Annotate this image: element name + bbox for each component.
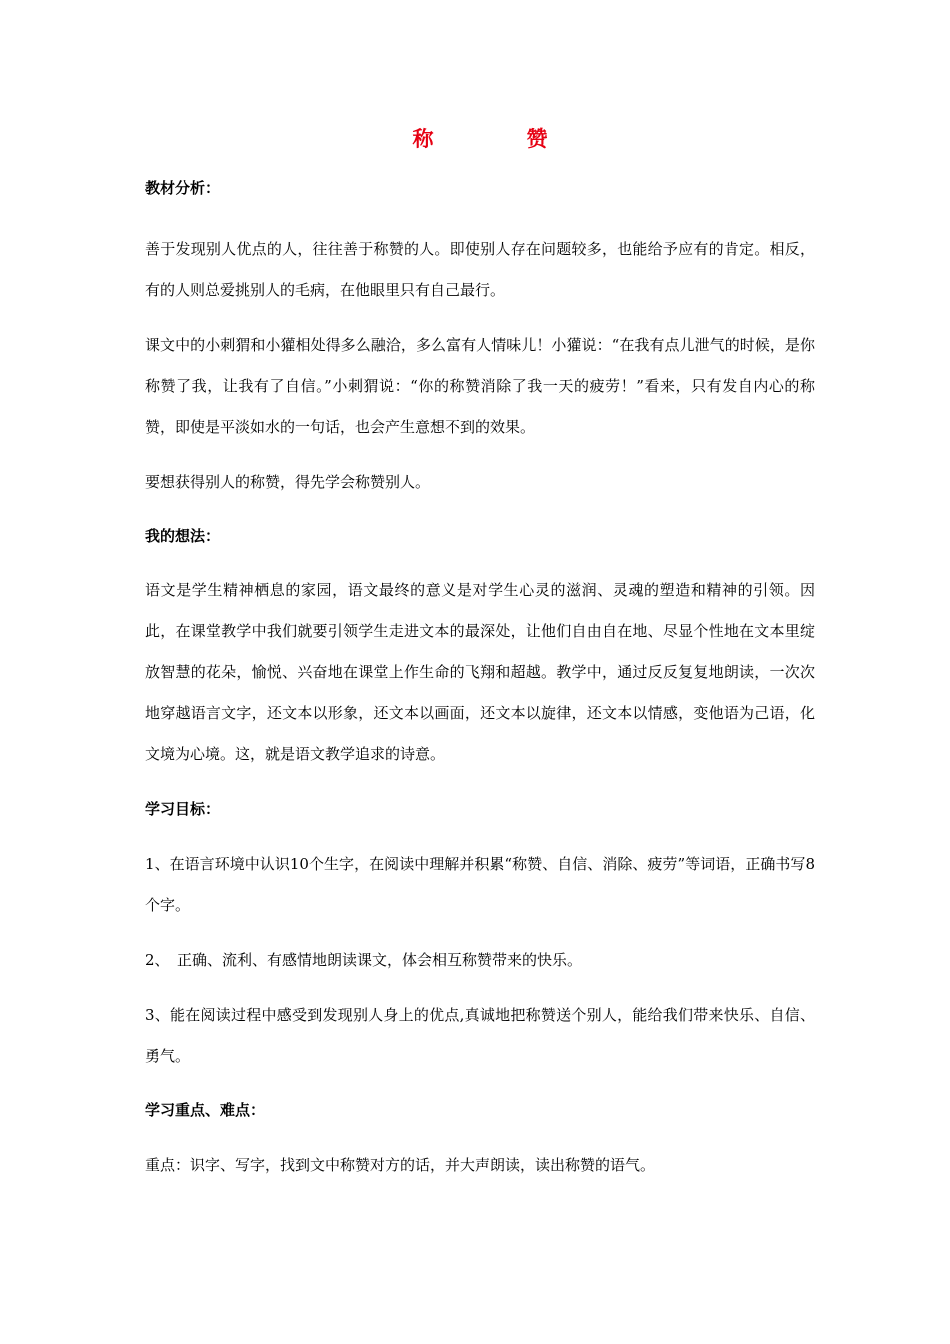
heading-goals: 学习目标： bbox=[145, 800, 221, 818]
analysis-paragraph-2: 课文中的小刺猬和小獾相处得多么融洽，多么富有人情味儿！小獾说：“在我有点儿泄气的时候，是你称赞了我，让我有了自信。”小刺猬说：“你的称赞消除了我一天的疲劳！”看来，只有发自内心的称赞，即使是平淡如水的一句话，也会产生意想不到的效果。 bbox=[145, 336, 815, 436]
goal-item-1: 1、在语言环境中认识10个生字，在阅读中理解并积累“称赞、自信、消除、疲劳”等词语，正确书写8个字。 bbox=[145, 855, 815, 914]
goal-item-2: 2、 正确、流利、有感情地朗读课文，体会相互称赞带来的快乐。 bbox=[145, 951, 583, 969]
document-title: 称 赞 bbox=[412, 126, 584, 151]
heading-thoughts: 我的想法： bbox=[145, 527, 221, 545]
heading-key-points: 学习重点、难点： bbox=[145, 1101, 266, 1119]
analysis-paragraph-1: 善于发现别人优点的人，往往善于称赞的人。即使别人存在问题较多，也能给予应有的肯定。相反，有的人则总爱挑别人的毛病，在他眼里只有自己最行。 bbox=[145, 240, 815, 299]
thoughts-paragraph: 语文是学生精神栖息的家园，语文最终的意义是对学生心灵的滋润、灵魂的塑造和精神的引领。因此，在课堂教学中我们就要引领学生走进文本的最深处，让他们自由自在地、尽显个性地在文本里绽放智慧的花朵，愉悦、兴奋地在课堂上作生命的飞翔和超越。教学中，通过反反复复地朗读，一次次地穿越语言文字，还文本以形象，还文本以画面，还文本以旋律，还文本以情感，变他语为己语，化文境为心境。这，就是语文教学追求的诗意。 bbox=[145, 581, 815, 763]
analysis-paragraph-3: 要想获得别人的称赞，得先学会称赞别人。 bbox=[145, 473, 431, 491]
goal-item-3: 3、能在阅读过程中感受到发现别人身上的优点,真诚地把称赞送个别人，能给我们带来快乐、自信、勇气。 bbox=[145, 1006, 815, 1065]
key-points-paragraph: 重点：识字、写字，找到文中称赞对方的话，并大声朗读，读出称赞的语气。 bbox=[145, 1156, 656, 1174]
document-page bbox=[145, 122, 815, 1186]
heading-analysis: 教材分析： bbox=[145, 179, 221, 197]
